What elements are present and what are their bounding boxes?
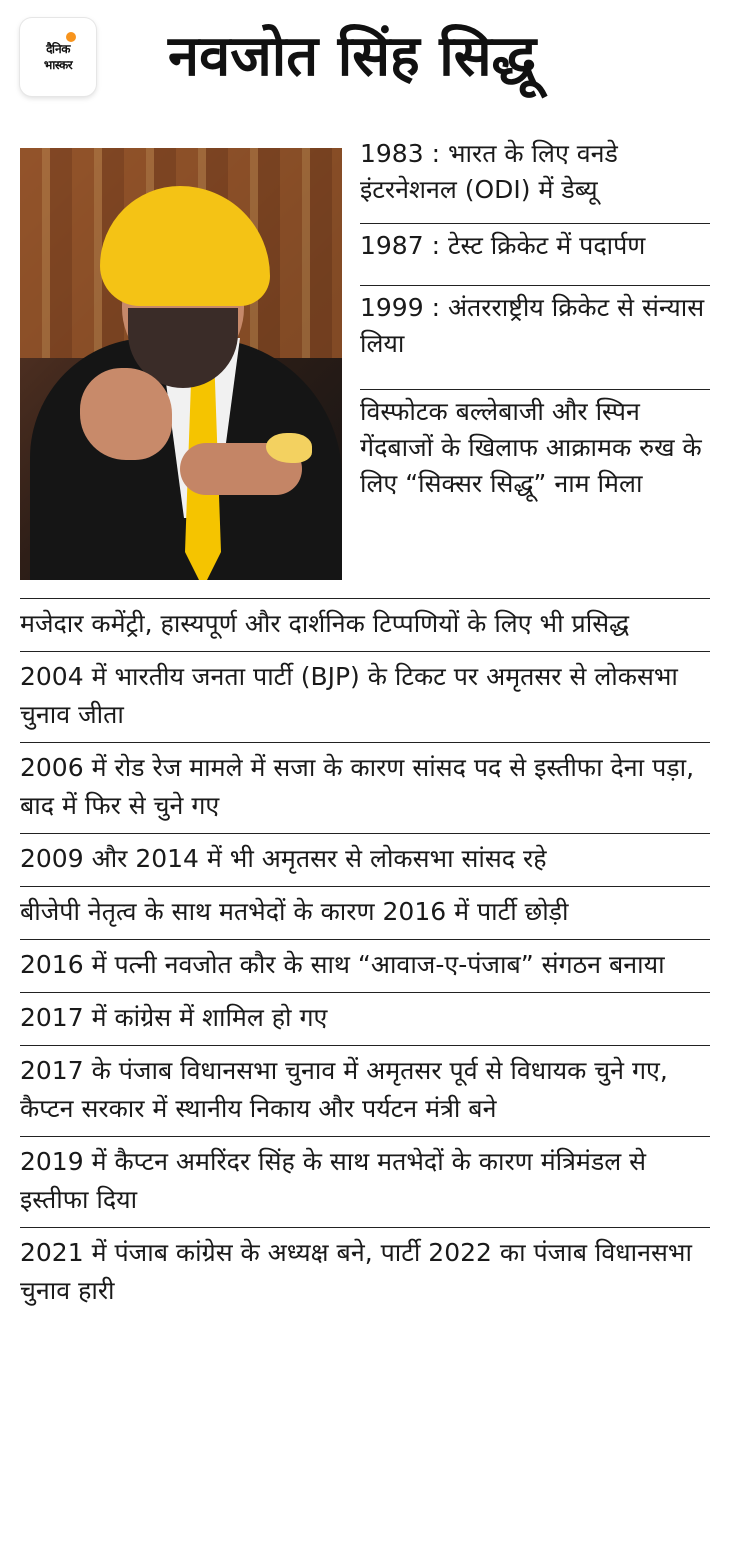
header xyxy=(0,0,730,128)
list-item: 2006 में रोड रेज मामले में सजा के कारण सांसद पद से इस्तीफा देना पड़ा, बाद में फिर से चुने गए xyxy=(20,743,710,834)
list-item: 2019 में कैप्टन अमरिंदर सिंह के साथ मतभेदों के कारण मंत्रिमंडल से इस्तीफा दिया xyxy=(20,1137,710,1228)
logo-line-1: दैनिक xyxy=(46,42,70,56)
list-item: विस्फोटक बल्लेबाजी और स्पिन गेंदबाजों के खिलाफ आक्रामक रुख के लिए “सिक्सर सिद्धू” नाम मिला xyxy=(360,397,702,498)
list-item: बीजेपी नेतृत्व के साथ मतभेदों के कारण 2016 में पार्टी छोड़ी xyxy=(20,887,710,940)
list-item: 2017 में कांग्रेस में शामिल हो गए xyxy=(20,993,710,1046)
career-highlights-list xyxy=(360,128,710,566)
list-item: 1999 : अंतरराष्ट्रीय क्रिकेट से संन्यास लिया xyxy=(360,286,710,390)
list-item: 2017 के पंजाब विधानसभा चुनाव में अमृतसर पूर्व से विधायक चुने गए, कैप्टन सरकार में स्थानीय निकाय और पर्यटन मंत्री बने xyxy=(20,1046,710,1137)
logo-line-2: भास्कर xyxy=(43,58,73,72)
list-item: 2009 और 2014 में भी अमृतसर से लोकसभा सांसद रहे xyxy=(20,834,710,887)
list-item: 2004 में भारतीय जनता पार्टी (BJP) के टिकट पर अमृतसर से लोकसभा चुनाव जीता xyxy=(20,652,710,743)
profile-photo xyxy=(20,148,342,580)
dainik-bhaskar-logo[interactable] xyxy=(20,18,96,96)
page-title: नवजोत सिंह सिद्धू xyxy=(168,24,537,89)
list-item: 2016 में पत्नी नवजोत कौर के साथ “आवाज-ए-पंजाब” संगठन बनाया xyxy=(20,940,710,993)
list-item: 2021 में पंजाब कांग्रेस के अध्यक्ष बने, पार्टी 2022 का पंजाब विधानसभा चुनाव हारी xyxy=(20,1238,692,1305)
list-item: 1983 : भारत के लिए वनडे इंटरनेशनल (ODI) में डेब्यू xyxy=(360,128,710,224)
list-item: 1987 : टेस्ट क्रिकेट में पदार्पण xyxy=(360,224,710,286)
list-item: मजेदार कमेंट्री, हास्यपूर्ण और दार्शनिक टिप्पणियों के लिए भी प्रसिद्ध xyxy=(20,599,710,652)
timeline-list xyxy=(20,598,710,1318)
profile-section xyxy=(0,128,730,598)
